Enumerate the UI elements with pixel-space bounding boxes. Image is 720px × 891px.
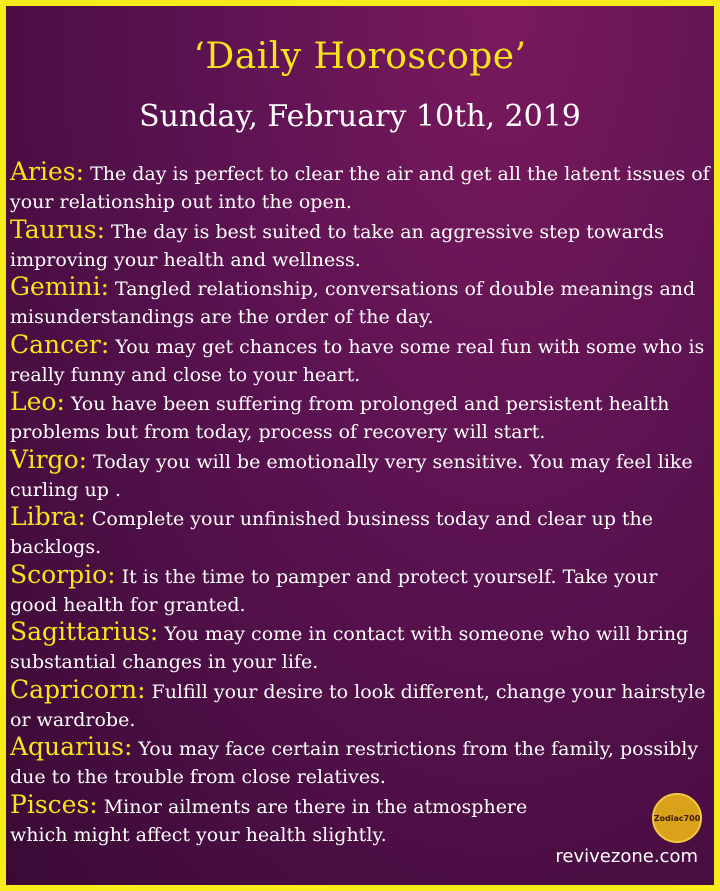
entry-text: It is the time to pamper and protect yourself. Take your good health for granted. bbox=[10, 565, 658, 616]
sign-label: Pisces: bbox=[10, 789, 98, 819]
sign-label: Cancer: bbox=[10, 329, 110, 359]
entry-cancer bbox=[10, 331, 710, 389]
sign-label: Libra: bbox=[10, 502, 86, 531]
sign-label: Taurus: bbox=[10, 214, 106, 244]
entry-aries bbox=[10, 158, 710, 216]
entry-text: Fulfill your desire to look different, change your hairstyle or wardrobe. bbox=[10, 680, 706, 731]
sign-label: Aquarius: bbox=[10, 732, 133, 761]
sign-label: Aries: bbox=[10, 157, 85, 186]
sign-label: Leo: bbox=[10, 387, 65, 416]
entry-aquarius bbox=[10, 733, 710, 791]
zodiac-logo: Zodiac700 bbox=[652, 793, 702, 843]
entry-scorpio bbox=[10, 561, 710, 619]
entry-leo bbox=[10, 388, 710, 446]
sign-label: Gemini: bbox=[10, 272, 109, 301]
horoscope-card bbox=[6, 6, 714, 885]
entry-libra bbox=[10, 503, 710, 561]
sign-label: Virgo: bbox=[10, 444, 88, 474]
entry-sagittarius bbox=[10, 618, 710, 676]
date-heading: Sunday, February 10th, 2019 bbox=[139, 99, 581, 134]
entry-text: Minor ailments are there in the atmosphere which might affect your health slightly. bbox=[10, 795, 528, 846]
entry-pisces bbox=[10, 791, 590, 849]
entry-text: You may come in contact with someone who will bring substantial changes in your life. bbox=[10, 623, 689, 673]
entry-text: The day is best suited to take an aggressive step towards improving your health and wellness. bbox=[10, 220, 664, 271]
page-title: ‘Daily Horoscope’ bbox=[193, 36, 527, 77]
site-watermark: revivezone.com bbox=[555, 846, 698, 867]
entry-text: You may get chances to have some real fun with some who is really funny and close to your heart. bbox=[10, 335, 705, 386]
sign-label: Sagittarius: bbox=[10, 617, 159, 646]
horoscope-list bbox=[10, 158, 710, 848]
entry-text: Tangled relationship, conversations of double meanings and misunderstandings are the order of the day. bbox=[10, 278, 696, 328]
entry-text: Complete your unfinished business today and clear up the backlogs. bbox=[10, 508, 654, 558]
entry-taurus bbox=[10, 216, 710, 274]
entry-virgo bbox=[10, 446, 710, 504]
entry-text: The day is perfect to clear the air and get all the latent issues of your relationship out into the open. bbox=[10, 163, 710, 213]
sign-label: Capricorn: bbox=[10, 674, 146, 704]
entry-gemini bbox=[10, 273, 710, 331]
entry-text: You have been suffering from prolonged and persistent health problems but from today, process of recovery will start. bbox=[10, 393, 670, 443]
entry-text: Today you will be emotionally very sensitive. You may feel like curling up . bbox=[10, 450, 693, 501]
entry-text: You may face certain restrictions from the family, possibly due to the trouble from close relatives. bbox=[10, 738, 699, 788]
entry-capricorn bbox=[10, 676, 710, 734]
sign-label: Scorpio: bbox=[10, 559, 116, 589]
